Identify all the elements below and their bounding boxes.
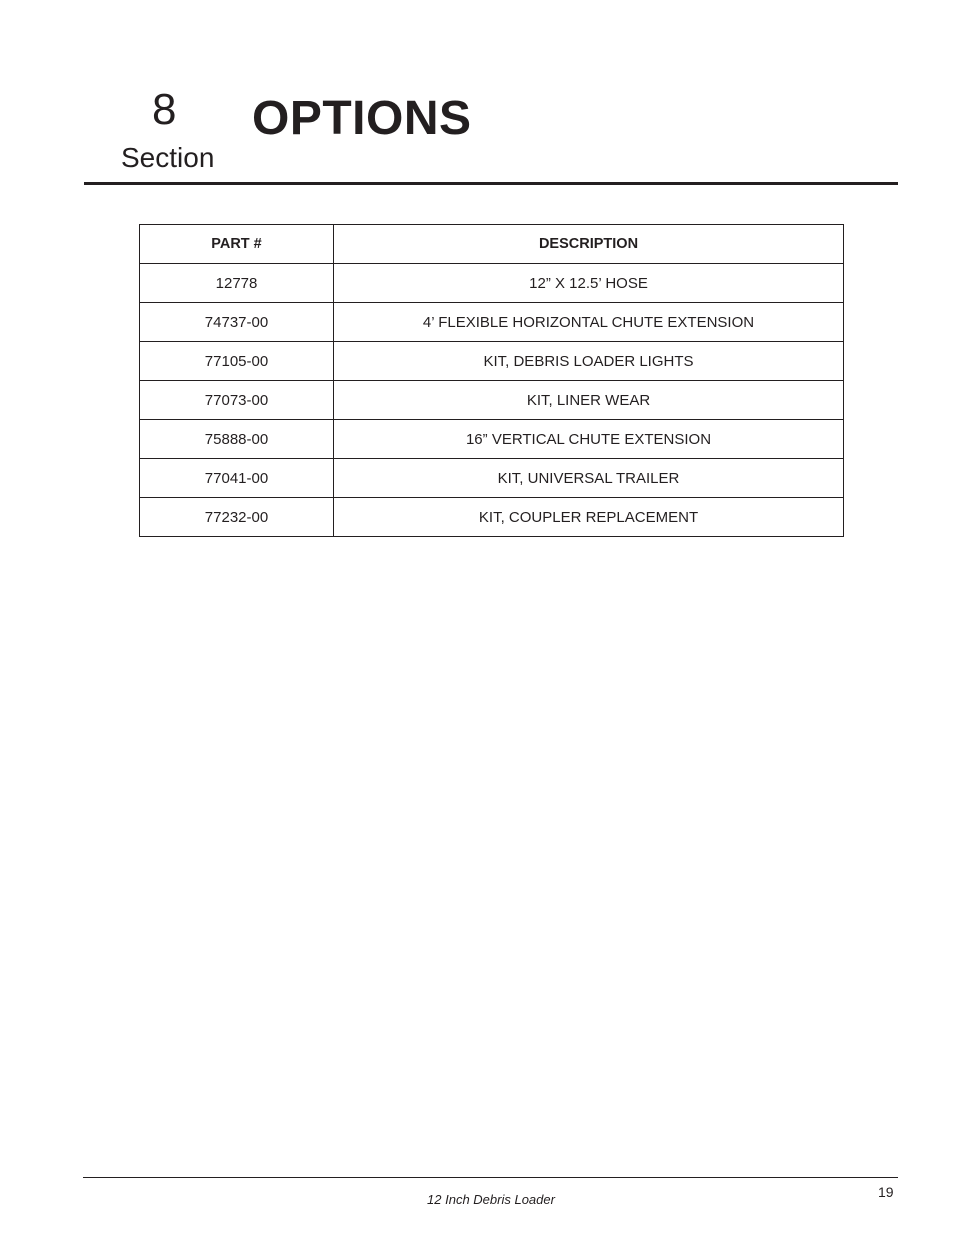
footer-document-title: 12 Inch Debris Loader bbox=[427, 1192, 555, 1207]
part-number-cell: 74737-00 bbox=[140, 303, 334, 342]
description-cell: KIT, COUPLER REPLACEMENT bbox=[334, 498, 844, 537]
description-cell: KIT, DEBRIS LOADER LIGHTS bbox=[334, 342, 844, 381]
column-header-part: PART # bbox=[140, 225, 334, 264]
part-number-cell: 12778 bbox=[140, 264, 334, 303]
table-header-row bbox=[140, 225, 844, 264]
table-row bbox=[140, 303, 844, 342]
description-cell: KIT, UNIVERSAL TRAILER bbox=[334, 459, 844, 498]
footer-divider bbox=[83, 1177, 898, 1178]
description-cell: 12” X 12.5’ HOSE bbox=[334, 264, 844, 303]
page-number: 19 bbox=[878, 1184, 894, 1200]
table-row bbox=[140, 498, 844, 537]
section-label: Section bbox=[121, 142, 215, 173]
table-row bbox=[140, 420, 844, 459]
description-cell: 4’ FLEXIBLE HORIZONTAL CHUTE EXTENSION bbox=[334, 303, 844, 342]
part-number-cell: 77232-00 bbox=[140, 498, 334, 537]
column-header-description: DESCRIPTION bbox=[334, 225, 844, 264]
description-cell: 16” VERTICAL CHUTE EXTENSION bbox=[334, 420, 844, 459]
page-title: OPTIONS bbox=[252, 92, 472, 145]
description-cell: KIT, LINER WEAR bbox=[334, 381, 844, 420]
table-row bbox=[140, 342, 844, 381]
section-number: 8 bbox=[152, 85, 177, 134]
header-divider bbox=[84, 182, 898, 185]
part-number-cell: 77073-00 bbox=[140, 381, 334, 420]
table-row bbox=[140, 264, 844, 303]
table-row bbox=[140, 459, 844, 498]
part-number-cell: 77105-00 bbox=[140, 342, 334, 381]
options-table bbox=[139, 224, 844, 537]
table-row bbox=[140, 381, 844, 420]
part-number-cell: 75888-00 bbox=[140, 420, 334, 459]
part-number-cell: 77041-00 bbox=[140, 459, 334, 498]
